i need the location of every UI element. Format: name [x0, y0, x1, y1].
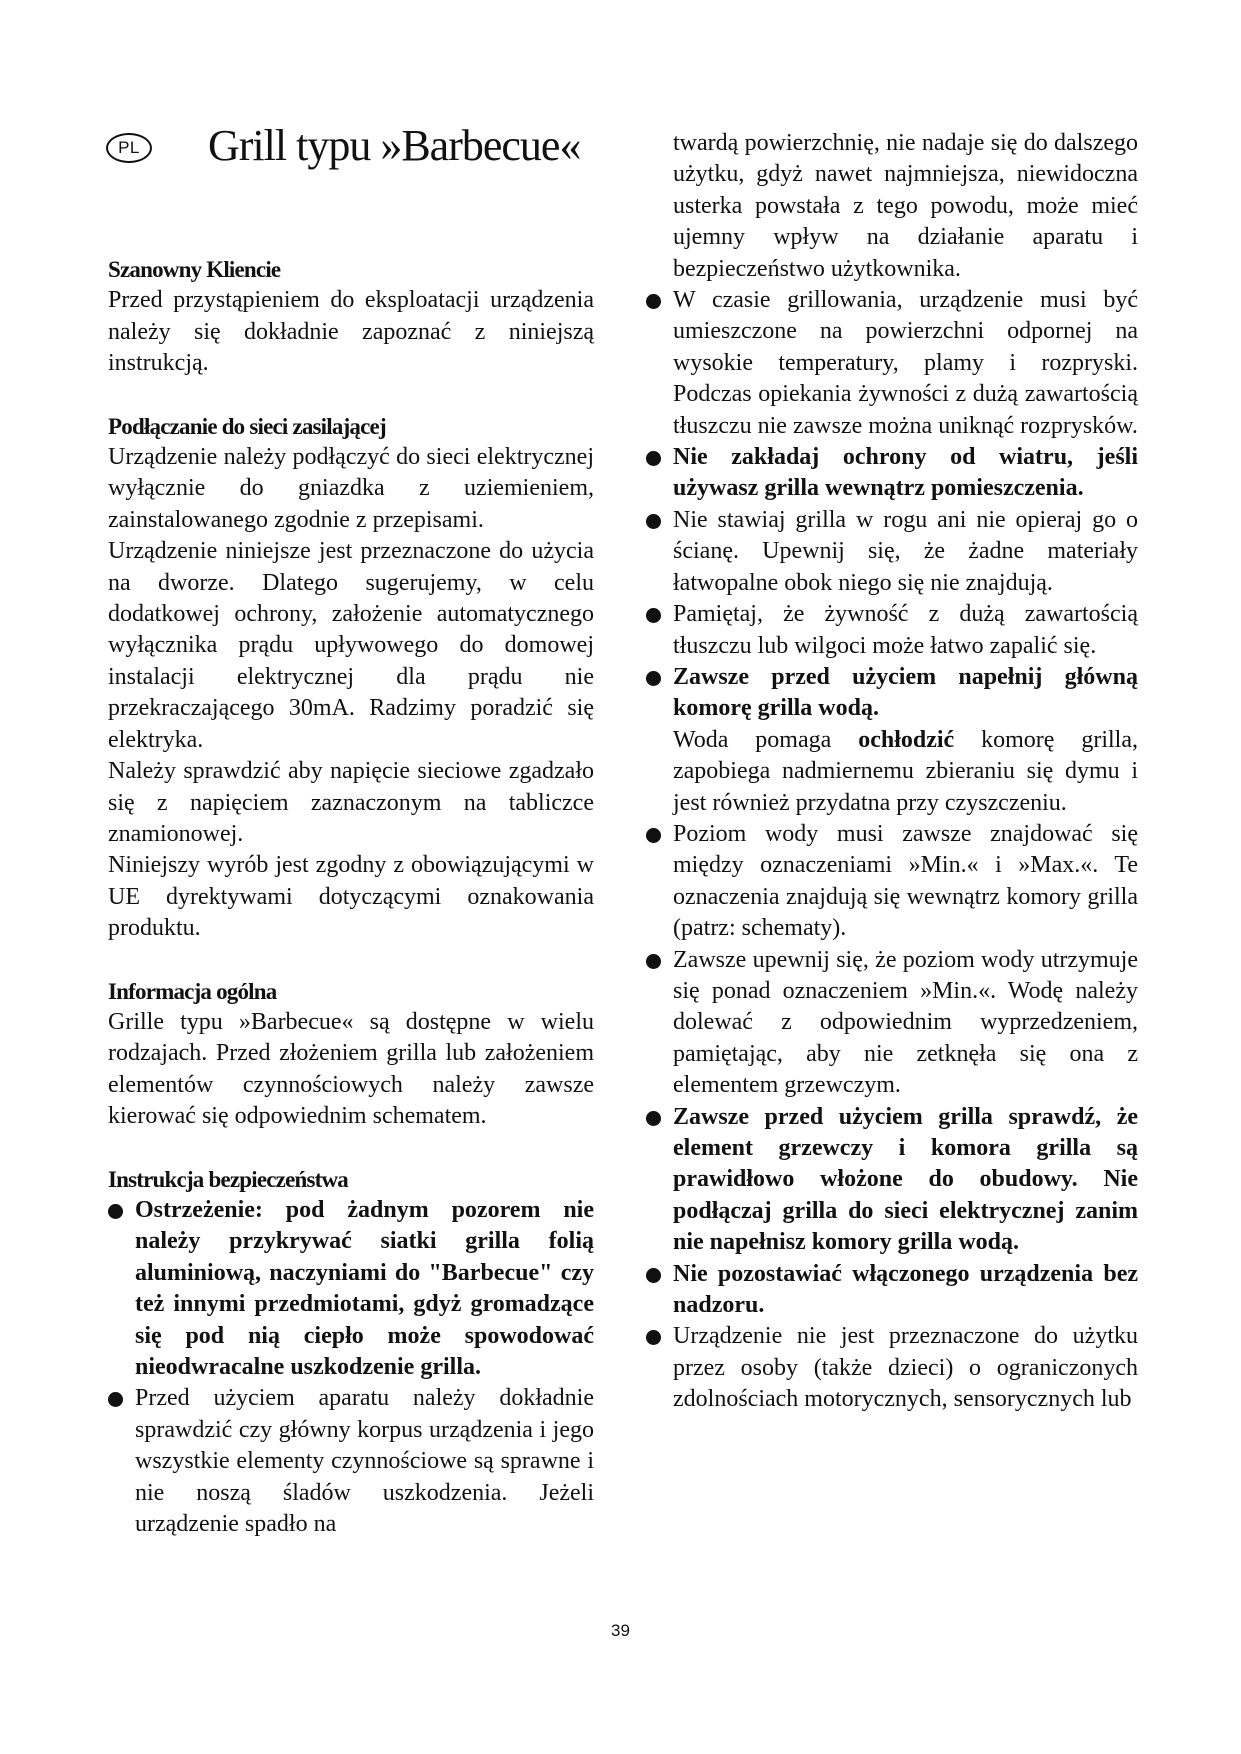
list-item	[646, 1259, 1138, 1322]
bullet-text: Ostrzeżenie: pod żadnym pozorem nie należy przykrywać siatki grilla folią aluminiową, naczyniami do "Barbecue" czy też innymi przedmiotami, gdyż gromadzące się pod nią ciepło może spowodować nieodwracalne uszkodzenie grilla.	[135, 1196, 594, 1380]
list-item	[646, 1321, 1138, 1415]
bullet-icon	[108, 1204, 123, 1219]
bullet-text: Przed użyciem aparatu należy dokładnie sprawdzić czy główny korpus urządzenia i jego wszystkie elementy czynnościowe są sprawne i nie noszą śladów uszkodzenia. Jeżeli urządzenie spadło na	[135, 1385, 594, 1538]
page-number: 39	[611, 1621, 630, 1640]
bullet-text: Nie zakładaj ochrony od wiatru, jeśli używasz grilla wewnątrz pomieszczenia.	[673, 444, 1138, 502]
bullet-icon	[108, 1392, 123, 1407]
bullet-icon	[646, 1268, 661, 1283]
list-item	[108, 1195, 594, 1383]
bullet-icon	[646, 294, 661, 309]
list-item	[646, 662, 1138, 819]
continued-paragraph: twardą powierzchnię, nie nadaje się do dalszego użytku, gdyż nawet najmniejsza, niewidoczna usterka powstała z tego powodu, może mieć ujemny wpływ na działanie aparatu i bezpieczeństwo użytkownika.	[673, 130, 1138, 282]
power-paragraph-3: Należy sprawdzić aby napięcie sieciowe zgadzało się z napięciem zaznaczonym na tabliczce znamionowej.	[108, 758, 594, 847]
bullet-text: Zawsze upewnij się, że poziom wody utrzymuje się ponad oznaczeniem »Min.«. Wodę należy dolewać z odpowiednim wyprzedzeniem, pamiętając, aby nie zetknęła się ona z elementem grzewczym.	[673, 946, 1138, 1099]
bullet-text: Poziom wody musi zawsze znajdować się między oznaczeniami »Min.« i »Max.«. Te oznaczenia znajdują się wewnątrz komory grilla (patrz: schematy).	[673, 820, 1138, 942]
bullet-text: W czasie grillowania, urządzenie musi być umieszczone na powierzchni odpornej na wysokie temperatury, plamy i rozpryski. Podczas opiekania żywności z dużą zawartością tłuszczu nie zawsze można uniknąć rozprysków.	[673, 287, 1138, 439]
bullet-icon	[646, 451, 661, 466]
list-item	[646, 505, 1138, 599]
safety-list-right	[646, 285, 1138, 1416]
section-heading-greeting: Szanowny Kliencie	[108, 257, 281, 282]
greeting-paragraph: Przed przystąpieniem do eksploatacji urządzenia należy się dokładnie zapoznać z niniejszą instrukcją.	[108, 287, 594, 377]
list-item	[646, 442, 1138, 505]
bullet-icon	[646, 1330, 661, 1345]
left-column	[108, 254, 594, 1540]
bullet-subtext-post: komorę grilla, zapobiega nadmiernemu zbieraniu się dymu i jest również przydatna przy czyszczeniu.	[673, 726, 1138, 816]
bullet-subtext-emphasis: ochłodzić	[858, 726, 955, 753]
power-paragraph-2: Urządzenie niniejsze jest przeznaczone do użycia na dworze. Dlatego sugerujemy, w celu dodatkowej ochrony, założenie automatycznego wyłącznika prądu upływowego do domowej instalacji elektrycznej dla prądu nie przekraczającego 30mA. Radzimy poradzić się elektryka.	[108, 538, 594, 753]
general-paragraph: Grille typu »Barbecue« są dostępne w wielu rodzajach. Przed złożeniem grilla lub założeniem elementów czynnościowych należy zawsze kierować się odpowiednim schematem.	[108, 1008, 594, 1130]
bullet-text: Nie pozostawiać włączonego urządzenia bez nadzoru.	[673, 1260, 1138, 1319]
section-heading-power: Podłączanie do sieci zasilającej	[108, 413, 386, 439]
bullet-icon	[646, 954, 661, 969]
bullet-text: Zawsze przed użyciem grilla sprawdź, że element grzewczy i komora grilla są prawidłowo włożone do obudowy. Nie podłączaj grilla do sieci elektrycznej zanim nie napełnisz komory grilla wodą.	[673, 1103, 1138, 1256]
list-item	[108, 1383, 594, 1540]
list-item	[646, 285, 1138, 442]
bullet-icon	[646, 828, 661, 843]
section-heading-safety: Instrukcja bezpieczeństwa	[108, 1166, 348, 1192]
bullet-text: Zawsze przed użyciem napełnij główną komorę grilla wodą.	[673, 663, 1138, 722]
bullet-text: Pamiętaj, że żywność z dużą zawartością tłuszczu lub wilgoci może łatwo zapalić się.	[673, 601, 1138, 659]
bullet-subtext-pre: Woda pomaga	[673, 726, 859, 753]
language-badge: PL	[106, 133, 152, 163]
bullet-icon	[646, 514, 661, 529]
page-title: Grill typu »Barbecue«	[208, 121, 581, 170]
bullet-icon	[646, 608, 661, 623]
section-heading-general: Informacja ogólna	[108, 978, 277, 1004]
bullet-text: Urządzenie nie jest przeznaczone do użytku przez osoby (także dzieci) o ograniczonych zdolnościach motorycznych, sensorycznych lub	[673, 1323, 1138, 1413]
right-column	[646, 128, 1138, 1416]
bullet-icon	[646, 671, 661, 686]
list-item	[646, 599, 1138, 662]
list-item	[646, 819, 1138, 945]
bullet-icon	[646, 1111, 661, 1126]
safety-list-left	[108, 1195, 594, 1540]
list-item	[646, 945, 1138, 1102]
bullet-subtext	[673, 725, 1138, 819]
power-paragraph-4: Niniejszy wyrób jest zgodny z obowiązującymi w UE dyrektywami dotyczącymi oznakowania produktu.	[108, 852, 594, 942]
power-paragraph-1: Urządzenie należy podłączyć do sieci elektrycznej wyłącznie do gniazdka z uziemieniem, zainstalowanego zgodnie z przepisami.	[108, 444, 594, 533]
list-item	[646, 1102, 1138, 1259]
bullet-text: Nie stawiaj grilla w rogu ani nie opieraj go o ścianę. Upewnij się, że żadne materiały łatwopalne obok niego się nie znajdują.	[673, 506, 1138, 596]
